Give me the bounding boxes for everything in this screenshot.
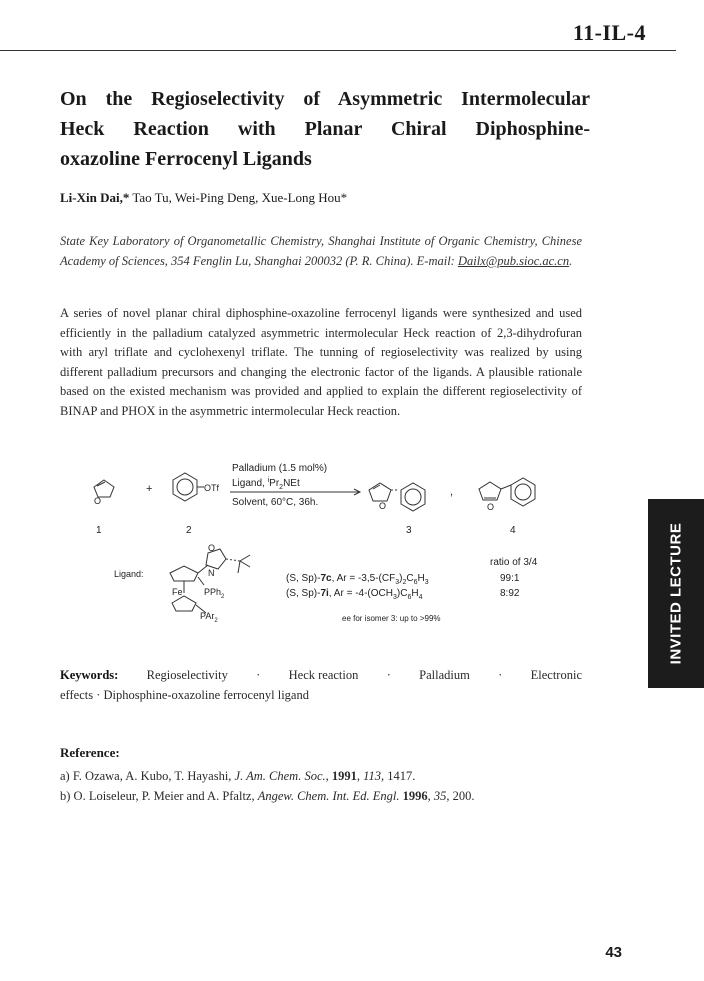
ligand-7i-mid1: )C	[396, 588, 408, 599]
iso-prefix: i	[267, 477, 270, 484]
ligand-7i-mid2: H	[411, 588, 419, 599]
abstract: A series of novel planar chiral diphosphine-oxazoline ferrocenyl ligands were synthesized and used efficiently in the palladium catalyzed asymmetric intermolecular Heck reaction of 2,3-dihydrofuran with aryl triflate and cyclohexenyl triflate. The tunning of regioselectivity was realized by using different palladium precursors and changing the electronic factor of the ligands. A plausible rationale based on the existed mechanism was provided and applied to explain the different regioselectivity of BINAP and PHOX in the asymmetric intermolecular Heck reaction.	[60, 306, 582, 418]
ligand-7c-ar: , Ar = -3,5-(CF	[331, 573, 396, 584]
side-tab-label: INVITED LECTURE	[667, 522, 685, 665]
base-pr: Pr	[269, 478, 280, 489]
ligand-7i-id: 7i	[320, 588, 329, 599]
title-line-2: Heck Reaction with Planar Chiral Diphosphine-	[60, 118, 590, 140]
keyword-item: Heck reaction	[288, 668, 359, 682]
reference-a-pages: , 1417.	[380, 769, 416, 783]
oxazoline-oxygen-label: O	[208, 543, 216, 553]
pph2-sub: 2	[221, 594, 225, 600]
reference-a-sep1: ,	[325, 769, 332, 783]
ee-note: ee for isomer 3: up to >99%	[342, 614, 441, 623]
ligand-7i-sub2: 6	[407, 594, 412, 601]
ligand-text: Ligand,	[232, 478, 268, 489]
keywords	[60, 665, 582, 705]
ligand-7i-ar: , Ar = -4-(OCH	[328, 588, 393, 599]
product-3-structure	[369, 483, 425, 511]
reference-a-journal: J. Am. Chem. Soc.	[234, 769, 326, 783]
ratio-7c: 99:1	[500, 573, 520, 584]
author-list	[60, 190, 347, 206]
references-list	[60, 766, 475, 806]
keywords-label: Keywords:	[60, 668, 119, 682]
aryl-triflate-structure	[173, 473, 204, 501]
comma-separator: ,	[450, 486, 454, 498]
ligand-structure	[170, 549, 250, 613]
compound-label-3: 3	[406, 525, 412, 536]
ligand-7c-stereo: (S, Sp)-	[286, 573, 321, 584]
ligand-7c-mid2: C	[406, 573, 414, 584]
dihydrofuran-oxygen-label: O	[94, 496, 102, 506]
ligand-7c-sub2: 2	[402, 579, 407, 586]
ligand-7i-sub3: 4	[418, 594, 423, 601]
reference-b-year: 1996	[402, 789, 428, 803]
ligand-7c-sub4: 3	[424, 579, 429, 586]
ferrocene-iron-label: Fe	[172, 587, 183, 597]
title-line-1: On the Regioselectivity of Asymmetric Intermolecular	[60, 88, 590, 110]
lead-author: Li-Xin Dai,*	[60, 190, 130, 205]
header-rule	[0, 50, 676, 51]
keyword-item: Regioselectivity	[146, 668, 228, 682]
ligand-7c-id: 7c	[320, 573, 332, 584]
reference-b-sep2: ,	[427, 789, 434, 803]
keyword-item: Palladium	[419, 668, 470, 682]
ligand-7c-mid3: H	[417, 573, 425, 584]
compound-label-1: 1	[96, 525, 102, 536]
affiliation-text: State Key Laboratory of Organometallic Chemistry, Shanghai Institute of Organic Chemistry, Chinese Academy of Sciences, 354 Fenglin Lu, Shanghai 200032 (P. R. China). E-mail:	[60, 234, 582, 268]
paper-title	[60, 84, 590, 174]
title-line-3: oxazoline Ferrocenyl Ligands	[60, 148, 312, 170]
ligand-7i-sub1: 3	[392, 594, 397, 601]
reference-a	[60, 766, 475, 786]
pph2-label	[204, 587, 225, 600]
reference-b-authors: b) O. Loiseleur, P. Meier and A. Pfaltz,	[60, 789, 258, 803]
reference-b	[60, 786, 475, 806]
email-link[interactable]: Dailx@pub.sioc.ac.cn	[457, 254, 570, 268]
reaction-arrow	[230, 489, 360, 495]
keyword-separator: ·	[498, 668, 503, 682]
paper-code: 11-IL-4	[572, 20, 646, 45]
ligand-7c-mid1: )	[399, 573, 403, 584]
compound-label-2: 2	[186, 525, 192, 536]
par2-label	[200, 611, 218, 624]
invited-lecture-tab	[648, 499, 704, 688]
keywords-line-2: effects · Diphosphine-oxazoline ferrocenyl ligand	[60, 688, 309, 702]
triflate-label: OTf	[204, 483, 219, 493]
keyword-separator: ·	[386, 668, 391, 682]
product-4-oxygen-label: O	[487, 502, 495, 512]
plus-sign: +	[146, 483, 153, 495]
compound-label-4: 4	[510, 525, 516, 536]
reference-b-pages: , 200.	[446, 789, 475, 803]
ratio-7i: 8:92	[500, 588, 520, 599]
reference-a-year: 1991	[331, 769, 357, 783]
reference-b-journal: Angew. Chem. Int. Ed. Engl.	[257, 789, 400, 803]
keyword-item: Electronic	[530, 668, 582, 682]
par2-text: PAr	[200, 611, 215, 621]
reference-b-volume: 35	[433, 789, 447, 803]
ligand-base-label	[232, 477, 300, 491]
references-heading: Reference:	[60, 745, 120, 760]
product-3-oxygen-label: O	[379, 501, 387, 511]
catalyst-label: Palladium (1.5 mol%)	[232, 463, 328, 474]
reaction-scheme	[80, 455, 580, 630]
keywords-line-1	[60, 665, 582, 685]
page-number: 43	[605, 944, 622, 961]
keyword-separator: ·	[256, 668, 261, 682]
solvent-conditions-label: Solvent, 60°C, 36h.	[232, 497, 319, 508]
base-net: NEt	[283, 478, 300, 489]
ligand-7c-row	[286, 573, 429, 586]
ligand-7c-sub3: 6	[413, 579, 418, 586]
oxazoline-nitrogen-label: N	[208, 568, 215, 578]
dihydrofuran-structure	[94, 480, 114, 497]
ratio-header: ratio of 3/4	[490, 557, 538, 568]
affiliation	[60, 231, 582, 271]
ligand-7i-row	[286, 588, 423, 601]
reference-a-volume: 113	[363, 769, 381, 783]
affiliation-end: .	[569, 254, 573, 268]
base-sub: 2	[279, 484, 284, 491]
co-authors: Tao Tu, Wei-Ping Deng, Xue-Long Hou*	[129, 190, 348, 205]
ligand-label: Ligand:	[114, 569, 144, 579]
reference-a-authors: a) F. Ozawa, A. Kubo, T. Hayashi,	[60, 769, 235, 783]
ligand-7i-stereo: (S, Sp)-	[286, 588, 321, 599]
ligand-7c-sub1: 3	[395, 579, 400, 586]
par2-sub: 2	[214, 618, 218, 624]
pph2-text: PPh	[204, 587, 222, 597]
reference-a-sep2: ,	[356, 769, 364, 783]
